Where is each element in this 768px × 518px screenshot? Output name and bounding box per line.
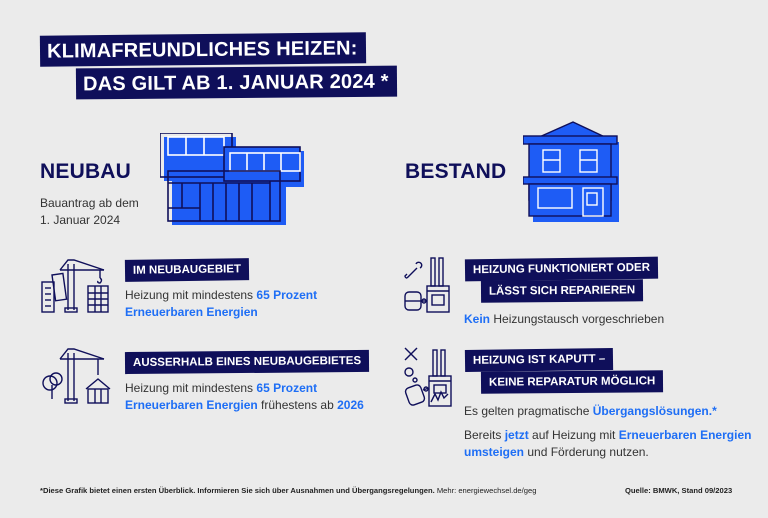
- broken-heater-icon: [403, 346, 455, 408]
- title-line-2: DAS GILT AB 1. JANUAR 2024 *: [76, 66, 397, 100]
- neubau-item-2-text: [125, 380, 364, 414]
- existing-house-icon: [523, 120, 623, 222]
- footer-note-bold: *Diese Grafik bietet einen ersten Überblick. Informieren Sie sich über Ausnahmen und Übergangsregelungen.: [40, 486, 435, 495]
- bestand-item-2-p2: [464, 427, 751, 461]
- highlight-erneuerbare-energien: Erneuerbaren Energien: [125, 305, 258, 319]
- text: Heizung mit mindestens: [125, 381, 257, 395]
- footer-more-link[interactable]: Mehr: energiewechsel.de/geg: [434, 486, 537, 495]
- tag-laesst-sich-reparieren: LÄSST SICH REPARIEREN: [481, 279, 643, 302]
- tag-keine-reparatur: KEINE REPARATUR MÖGLICH: [481, 370, 664, 394]
- highlight-2026: 2026: [337, 398, 364, 412]
- tag-im-neubaugebiet: IM NEUBAUGEBIET: [125, 258, 249, 282]
- text: Heizung mit mindestens: [125, 288, 257, 302]
- highlight-uebergangsloesungen: Übergangslösungen.*: [592, 404, 717, 418]
- tag-ausserhalb-neubaugebiet: AUSSERHALB EINES NEUBAUGEBIETES: [125, 350, 369, 374]
- highlight-65-prozent: 65 Prozent: [256, 288, 318, 302]
- crane-buildings-icon: [40, 256, 112, 314]
- neubau-subtitle-line1: Bauantrag ab dem: [40, 196, 139, 210]
- wrench-heater-icon: [403, 256, 455, 314]
- text: und Förderung nutzen.: [524, 445, 649, 459]
- tag-heizung-kaputt: HEIZUNG IST KAPUTT –: [465, 348, 614, 372]
- crane-house-tree-icon: [40, 345, 120, 407]
- footer-note: [40, 486, 536, 495]
- modern-house-icon: [160, 133, 305, 225]
- bestand-title: BESTAND: [405, 160, 507, 183]
- text: Heizungstausch vorgeschrieben: [490, 312, 665, 326]
- neubau-title: NEUBAU: [40, 160, 132, 183]
- neubau-subtitle-line2: 1. Januar 2024: [40, 213, 121, 227]
- highlight-erneuerbare-energien: Erneuerbaren Energien: [618, 428, 752, 442]
- tag-heizung-funktioniert: HEIZUNG FUNKTIONIERT ODER: [465, 257, 658, 282]
- title-line-1: KLIMAFREUNDLICHES HEIZEN:: [40, 32, 366, 66]
- footer-source: Quelle: BMWK, Stand 09/2023: [625, 486, 733, 495]
- highlight-erneuerbare-energien: Erneuerbaren Energien: [125, 398, 258, 412]
- highlight-kein: Kein: [464, 312, 491, 326]
- highlight-jetzt: jetzt: [504, 428, 529, 442]
- text: Es gelten pragmatische: [464, 404, 593, 418]
- text: Bereits: [464, 428, 505, 442]
- neubau-item-1-text: [125, 287, 317, 321]
- bestand-item-1-text: [464, 311, 664, 328]
- highlight-65-prozent: 65 Prozent: [256, 381, 318, 395]
- neubau-subtitle: [40, 195, 139, 229]
- highlight-umsteigen: umsteigen: [464, 445, 525, 459]
- text: auf Heizung mit: [528, 428, 619, 442]
- bestand-item-2-p1: [464, 403, 717, 420]
- text: frühestens ab: [257, 398, 338, 412]
